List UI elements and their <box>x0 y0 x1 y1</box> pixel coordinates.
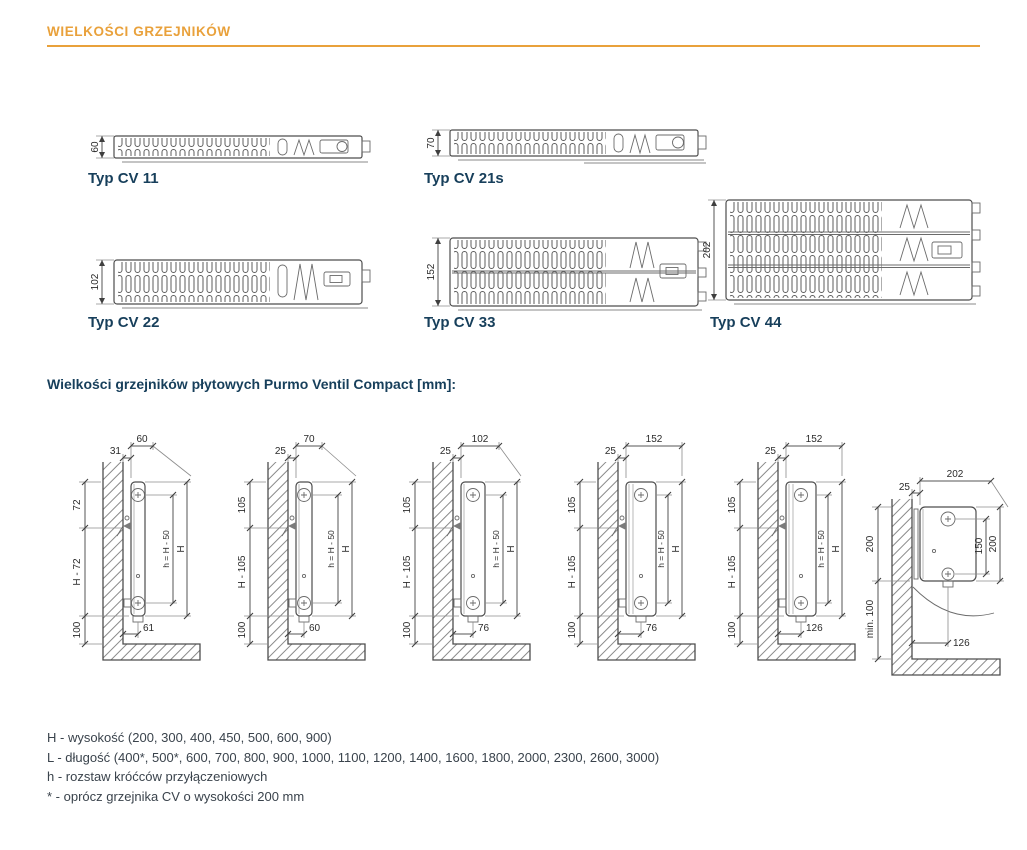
cv11-depth-label: 60 <box>90 141 101 153</box>
cv11-top-view-drawing <box>88 128 388 176</box>
cv22-top-view-drawing <box>88 254 388 320</box>
dim-bottom-clearance: 100 <box>237 621 248 639</box>
cv44-top-view-drawing <box>700 194 992 318</box>
cv33-top-view-drawing <box>424 230 724 320</box>
dim-middle: H - 105 <box>402 555 413 589</box>
dim-top: 105 <box>727 496 738 514</box>
dim-wall-offset: 25 <box>898 482 910 493</box>
dim-valve-offset: 76 <box>646 623 658 634</box>
dim-bottom-clearance: 100 <box>402 621 413 639</box>
cross-section-corner-cv44 <box>850 455 1020 690</box>
page-title: WIELKOŚCI GRZEJNIKÓW <box>47 24 231 39</box>
dim-top: 72 <box>72 499 83 511</box>
dim-port-spacing: h = H - 50 <box>161 530 171 568</box>
cv33-type-label: Typ CV 33 <box>424 314 496 331</box>
cross-section-cv44-variant <box>700 424 865 674</box>
dim-valve-offset: 126 <box>953 638 970 649</box>
dim-bottom-clearance: 100 <box>727 621 738 639</box>
dim-top: 105 <box>567 496 578 514</box>
header-rule <box>47 45 980 47</box>
dim-height-left: 200 <box>865 535 876 553</box>
legend-line-height: H - wysokość (200, 300, 400, 450, 500, 600, 900) <box>47 730 332 745</box>
cv21s-type-label: Typ CV 21s <box>424 170 504 187</box>
dim-min-clearance: min. 100 <box>865 599 876 639</box>
radiator-body <box>786 482 816 616</box>
wall-hatch <box>103 462 123 660</box>
section-title: Wielkości grzejników płytowych Purmo Ventil Compact [mm]: <box>47 376 457 392</box>
dim-valve-offset: 126 <box>806 623 823 634</box>
floor-hatch <box>123 644 200 660</box>
dim-valve-offset: 76 <box>478 623 490 634</box>
dim-height: H <box>831 545 842 553</box>
fin-pattern <box>454 240 606 304</box>
dim-top: 105 <box>402 496 413 514</box>
fin-pattern <box>118 138 270 156</box>
dim-bottom-clearance: 100 <box>567 621 578 639</box>
legend <box>47 728 659 806</box>
fin-pattern <box>118 262 270 302</box>
dim-depth: 152 <box>645 434 663 445</box>
fin-pattern <box>730 202 882 298</box>
pipe-curve <box>913 587 994 616</box>
dim-port-spacing: h = H - 50 <box>491 530 501 568</box>
floor-hatch <box>912 659 1000 675</box>
dim-depth: 152 <box>805 434 823 445</box>
dim-middle: H - 72 <box>72 558 83 586</box>
dim-height: H <box>341 545 352 553</box>
dim-middle: H - 105 <box>237 555 248 589</box>
dim-middle: H - 105 <box>727 555 738 589</box>
dim-wall-offset: 31 <box>109 446 121 457</box>
radiator-body <box>131 482 145 616</box>
cv11-type-label: Typ CV 11 <box>88 170 159 187</box>
dim-height: H <box>671 545 682 553</box>
cv44-type-label: Typ CV 44 <box>710 314 782 331</box>
dim-height: H <box>176 545 187 553</box>
dim-depth: 102 <box>471 434 489 445</box>
dim-depth: 70 <box>303 434 315 445</box>
dim-valve-offset: 61 <box>143 623 155 634</box>
cross-section-cv11 <box>45 424 210 674</box>
radiator-body <box>461 482 485 616</box>
cross-section-cv22 <box>375 424 540 674</box>
wall-hatch <box>892 499 912 675</box>
radiator-body <box>296 482 312 616</box>
dim-port-spacing: h = H - 50 <box>816 530 826 568</box>
dim-port-spacing: 150 <box>974 537 985 555</box>
dim-port-spacing: h = H - 50 <box>656 530 666 568</box>
cv33-depth-label: 152 <box>426 263 437 281</box>
cv22-type-label: Typ CV 22 <box>88 314 160 331</box>
wall-bracket <box>123 522 131 530</box>
dim-wall-offset: 25 <box>604 446 616 457</box>
radiator-body <box>626 482 656 616</box>
dim-wall-offset: 25 <box>274 446 286 457</box>
dim-wall-offset: 25 <box>764 446 776 457</box>
dim-valve-offset: 60 <box>309 623 321 634</box>
dim-depth: 202 <box>946 469 964 480</box>
legend-line-length: L - długość (400*, 500*, 600, 700, 800, 900, 1000, 1100, 1200, 1400, 1600, 1800, 2000, 2300, 2600, 3000) <box>47 749 660 765</box>
cv44-depth-label: 202 <box>702 241 713 259</box>
fin-pattern <box>454 132 606 154</box>
dim-wall-offset: 25 <box>439 446 451 457</box>
dim-middle: H - 105 <box>567 555 578 589</box>
legend-line-ports: h - rozstaw króćców przyłączeniowych <box>47 769 268 784</box>
dim-bottom-clearance: 100 <box>72 621 83 639</box>
dim-port-spacing: h = H - 50 <box>326 530 336 568</box>
dim-height: H <box>506 545 517 553</box>
dim-height-right: 200 <box>988 535 999 553</box>
cv22-depth-label: 102 <box>90 273 101 291</box>
legend-line-note: * - oprócz grzejnika CV o wysokości 200 mm <box>47 788 305 804</box>
cv21s-depth-label: 70 <box>426 137 437 149</box>
dim-top: 105 <box>237 496 248 514</box>
dim-depth: 60 <box>136 434 148 445</box>
cross-section-cv21s <box>210 424 375 674</box>
cross-section-cv33 <box>540 424 705 674</box>
